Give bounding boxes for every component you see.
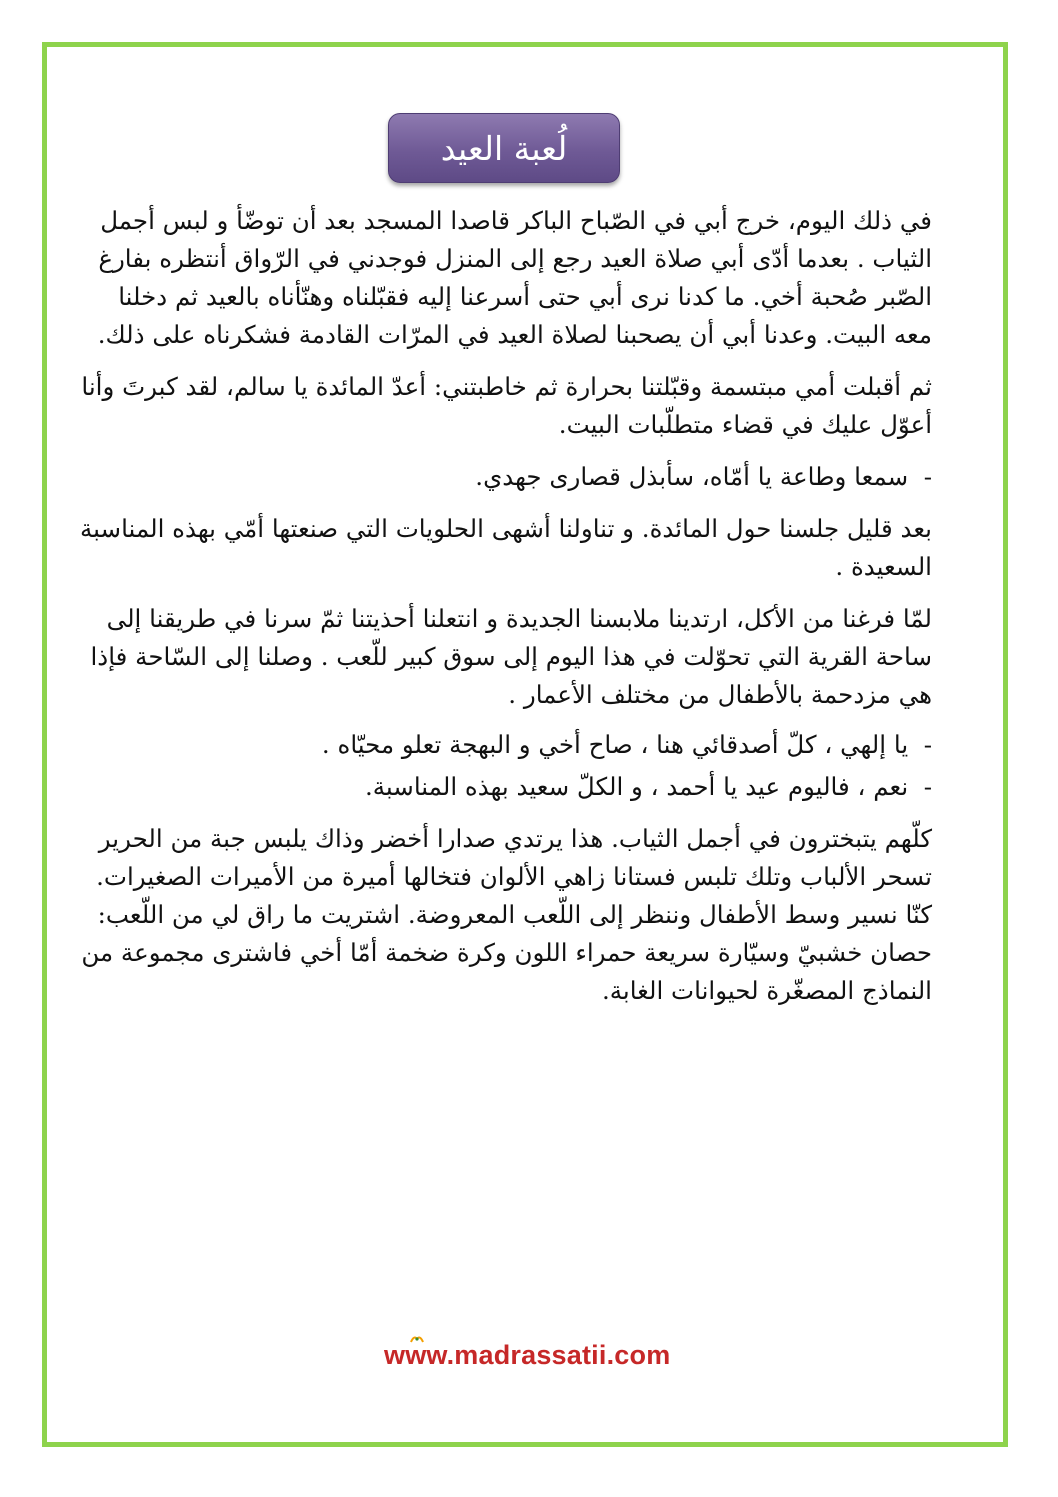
paragraph-4: لمّا فرغنا من الأكل، ارتدينا ملابسنا الجديدة و انتعلنا أحذيتنا ثمّ سرنا في طريقنا إلى ساحة القرية التي تحوّلت في هذا اليوم إلى سوق كبير للّعب . وصلنا إلى السّاحة فإذا هي مزدحمة بالأطفال من مختلف الأعمار .: [90, 604, 932, 709]
story-text: [80, 202, 932, 1010]
paragraph-5: كلّهم يتبخترون في أجمل الثياب. هذا يرتدي صدارا أخضر وذاك يلبس جبة من الحرير تسحر الألباب وتلك تلبس فستانا زاهي الألوان فتخالها أميرة من الأميرات الصغيرات. كنّا نسير وسط الأطفال وننظر إلى اللّعب المعروضة. اشتريت ما راق لي من اللّعب: حصان خشبيّ وسيّارة سريعة حمراء اللون وكرة ضخمة أمّا أخي فاشترى مجموعة من النماذج المصغّرة لحيوانات الغابة.: [81, 824, 932, 1005]
page-title: لُعبة العيد: [440, 128, 568, 168]
paragraph-1: في ذلك اليوم، خرج أبي في الصّباح الباكر قاصدا المسجد بعد أن توضّأ و لبس أجمل الثياب . بعدما أدّى أبي صلاة العيد رجع إلى المنزل فوجدني في الرّواق أنتظره بفارغ الصّبر صُحبة أخي. ما كدنا نرى أبي حتى أسرعنا إليه فقبّلناه وهنّأناه بالعيد ثم دخلنا معه البيت. وعدنا أبي أن يصحبنا لصلاة العيد في المرّات القادمة فشكرناه على ذلك.: [97, 206, 932, 349]
dialogue-line-2: - يا إلهي ، كلّ أصدقائي هنا ، صاح أخي و البهجة تعلو محيّاه .: [80, 726, 932, 764]
dialogue-list: [80, 726, 932, 806]
dialogue-line-3: - نعم ، فاليوم عيد يا أحمد ، و الكلّ سعيد بهذه المناسبة.: [80, 768, 932, 806]
paragraph-2: ثم أقبلت أمي مبتسمة وقبّلتنا بحرارة ثم خاطبتني: أعدّ المائدة يا سالم، لقد كبرتَ وأنا أعوّل عليك في قضاء متطلّبات البيت.: [81, 372, 932, 439]
dialogue-line-1: - سمعا وطاعة يا أمّاه، سأبذل قصارى جهدي.: [80, 458, 932, 496]
website-link[interactable]: www.madrassatii.com: [384, 1339, 671, 1370]
title-banner: [388, 113, 620, 183]
paragraph-3: بعد قليل جلسنا حول المائدة. و تناولنا أشهى الحلويات التي صنعتها أمّي بهذه المناسبة السعيدة .: [80, 514, 932, 581]
